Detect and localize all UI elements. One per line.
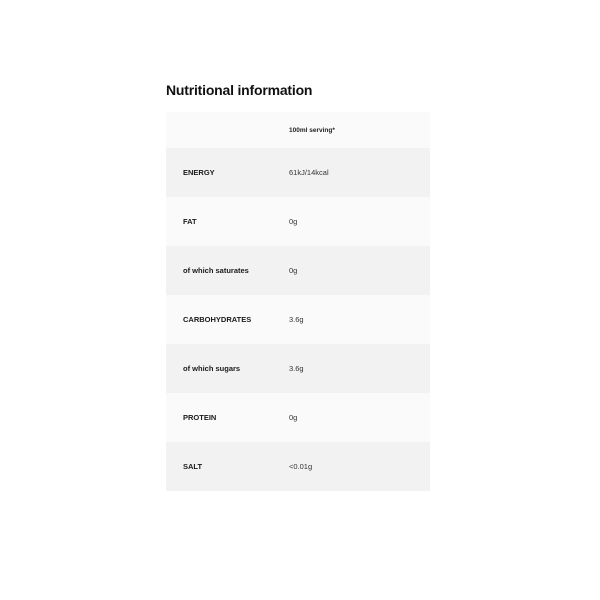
- row-label-sugars: of which sugars: [183, 364, 241, 373]
- table-row: [166, 197, 430, 246]
- row-value-sugars: 3.6g: [289, 364, 304, 373]
- row-label-energy: ENERGY: [183, 168, 215, 177]
- row-value-protein: 0g: [289, 413, 298, 422]
- row-label-salt: SALT: [183, 462, 203, 471]
- row-value-energy: 61kJ/14kcal: [289, 168, 329, 177]
- nutrition-table: [166, 112, 430, 491]
- section-title: Nutritional information: [166, 82, 313, 98]
- table-row: [166, 295, 430, 344]
- row-label-carbohydrates: CARBOHYDRATES: [183, 315, 252, 324]
- table-row: [166, 442, 430, 491]
- row-value-fat: 0g: [289, 217, 298, 226]
- nutrition-panel: [166, 78, 430, 491]
- row-label-fat: FAT: [183, 217, 197, 226]
- row-value-saturates: 0g: [289, 266, 298, 275]
- table-row: [166, 344, 430, 393]
- row-value-carbohydrates: 3.6g: [289, 315, 304, 324]
- table-header-row: [166, 112, 430, 148]
- table-row: [166, 148, 430, 197]
- row-value-salt: <0.01g: [289, 462, 313, 471]
- row-label-protein: PROTEIN: [183, 413, 217, 422]
- column-header-serving: 100ml serving*: [289, 126, 335, 134]
- table-row: [166, 393, 430, 442]
- table-row: [166, 246, 430, 295]
- row-label-saturates: of which saturates: [183, 266, 249, 275]
